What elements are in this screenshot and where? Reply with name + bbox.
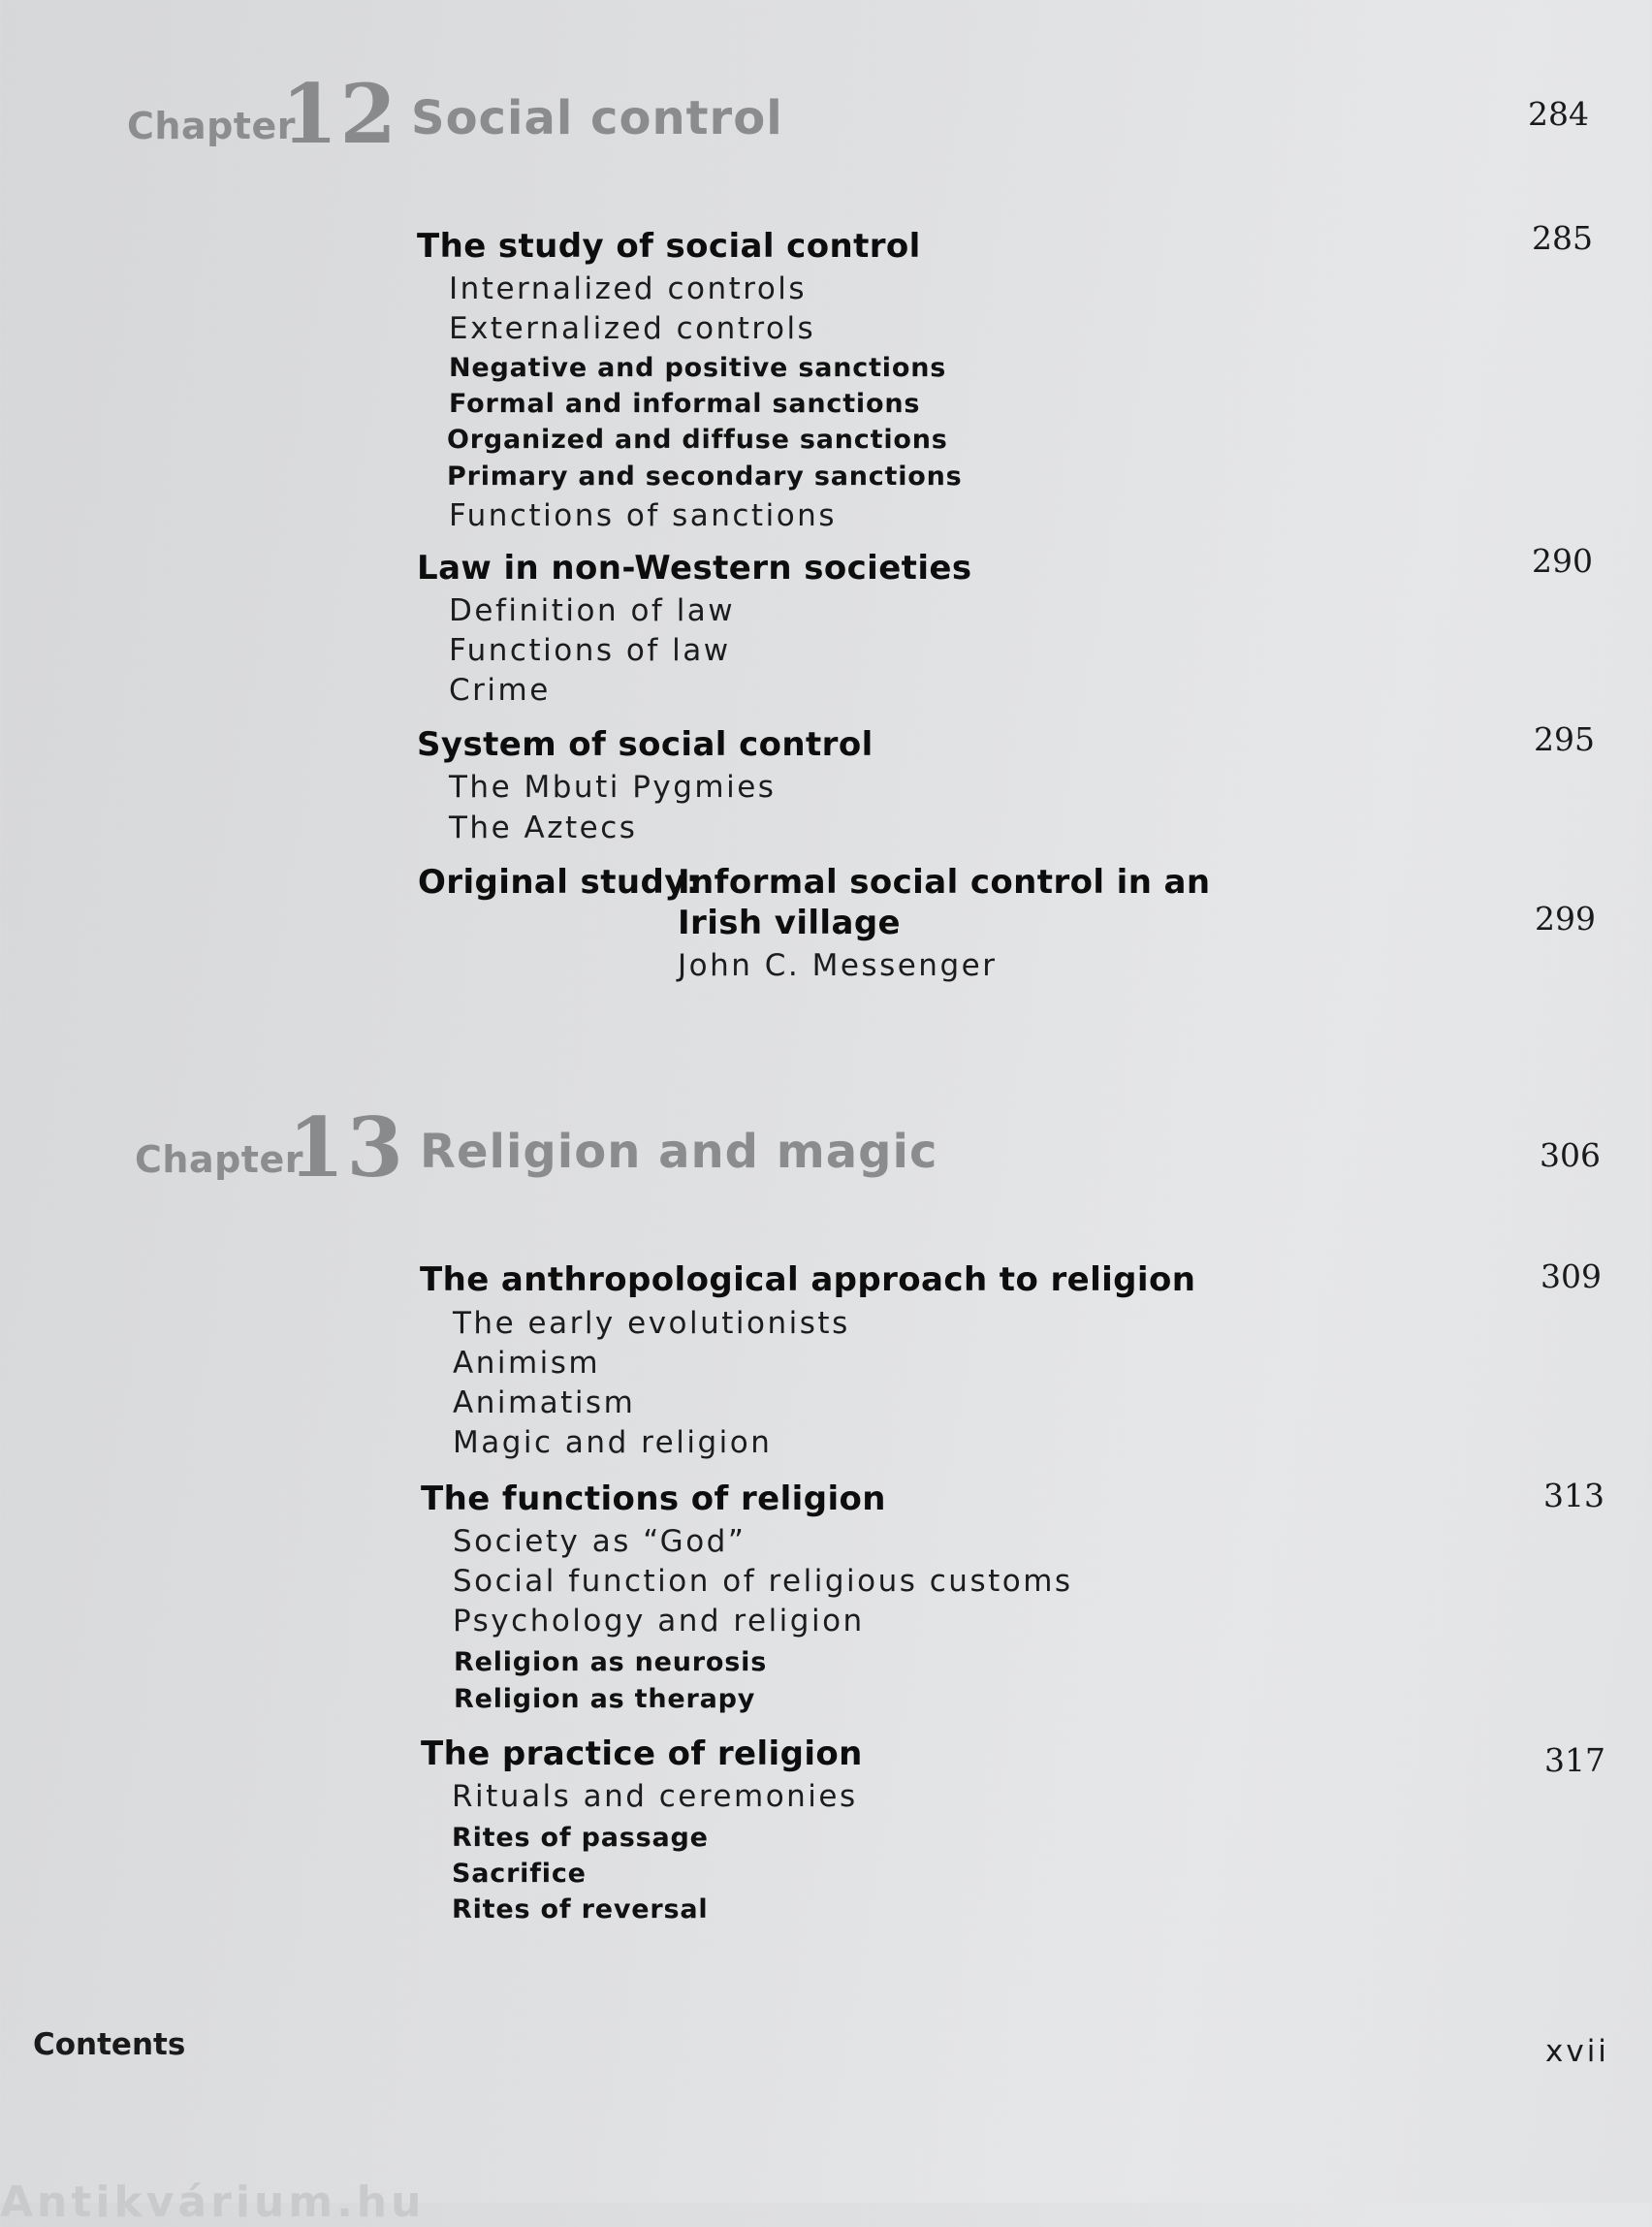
chapter-title: Social control	[411, 91, 783, 145]
toc-subitem: Religion as neurosis	[454, 1647, 768, 1677]
section-title: The practice of religion	[421, 1734, 863, 1773]
original-study-prefix: Original study:	[418, 863, 700, 902]
toc-item: Functions of law	[449, 633, 731, 668]
section-page-number: 299	[1535, 900, 1596, 938]
section-page-number: 317	[1544, 1741, 1605, 1779]
toc-item: The early evolutionists	[453, 1306, 850, 1341]
original-study-title: Informal social control in an	[678, 863, 1211, 902]
toc-item: Animatism	[453, 1385, 636, 1420]
watermark: Antikvárium.hu	[0, 2178, 426, 2227]
section-title: The functions of religion	[421, 1479, 886, 1518]
toc-subitem: Sacrifice	[452, 1859, 587, 1889]
chapter-label: Chapter	[127, 105, 296, 147]
original-study-author: John C. Messenger	[678, 948, 998, 983]
page-number-roman: xvii	[1545, 2034, 1609, 2069]
section-page-number: 309	[1541, 1257, 1602, 1295]
toc-item: Functions of sanctions	[449, 498, 837, 533]
running-footer-title: Contents	[33, 2027, 186, 2062]
section-page-number: 295	[1534, 720, 1595, 758]
toc-item: Internalized controls	[449, 271, 808, 306]
toc-item: Definition of law	[449, 593, 736, 628]
toc-item: Society as “God”	[453, 1524, 747, 1559]
chapter-number: 13	[288, 1099, 405, 1195]
toc-item: Rituals and ceremonies	[452, 1779, 858, 1814]
section-page-number: 313	[1543, 1477, 1604, 1514]
toc-subitem: Organized and diffuse sanctions	[447, 425, 948, 455]
toc-subitem: Formal and informal sanctions	[449, 389, 921, 419]
chapter-title: Religion and magic	[420, 1125, 938, 1179]
section-title: The study of social control	[417, 227, 921, 266]
section-title: The anthropological approach to religion	[420, 1260, 1196, 1299]
toc-subitem: Rites of reversal	[452, 1894, 709, 1925]
original-study-title-continued: Irish village	[678, 904, 902, 942]
toc-subitem: Primary and secondary sanctions	[447, 461, 963, 492]
section-title: Law in non-Western societies	[417, 549, 972, 588]
section-title: System of social control	[417, 725, 874, 764]
toc-item: Crime	[449, 673, 551, 708]
toc-item: Animism	[453, 1346, 601, 1381]
section-page-number: 285	[1532, 219, 1593, 257]
toc-item: Psychology and religion	[453, 1604, 865, 1638]
section-page-number: 290	[1532, 542, 1593, 580]
chapter-number: 12	[281, 66, 398, 162]
toc-item: Magic and religion	[453, 1425, 773, 1460]
toc-subitem: Negative and positive sanctions	[449, 353, 947, 383]
toc-item: Externalized controls	[449, 311, 816, 346]
chapter-label: Chapter	[135, 1138, 303, 1181]
chapter-page-number: 306	[1540, 1136, 1601, 1174]
chapter-page-number: 284	[1528, 95, 1589, 133]
toc-item: The Aztecs	[449, 811, 638, 845]
toc-subitem: Religion as therapy	[454, 1684, 756, 1714]
toc-item: The Mbuti Pygmies	[449, 770, 777, 805]
toc-subitem: Rites of passage	[452, 1823, 709, 1853]
toc-item: Social function of religious customs	[453, 1564, 1073, 1599]
